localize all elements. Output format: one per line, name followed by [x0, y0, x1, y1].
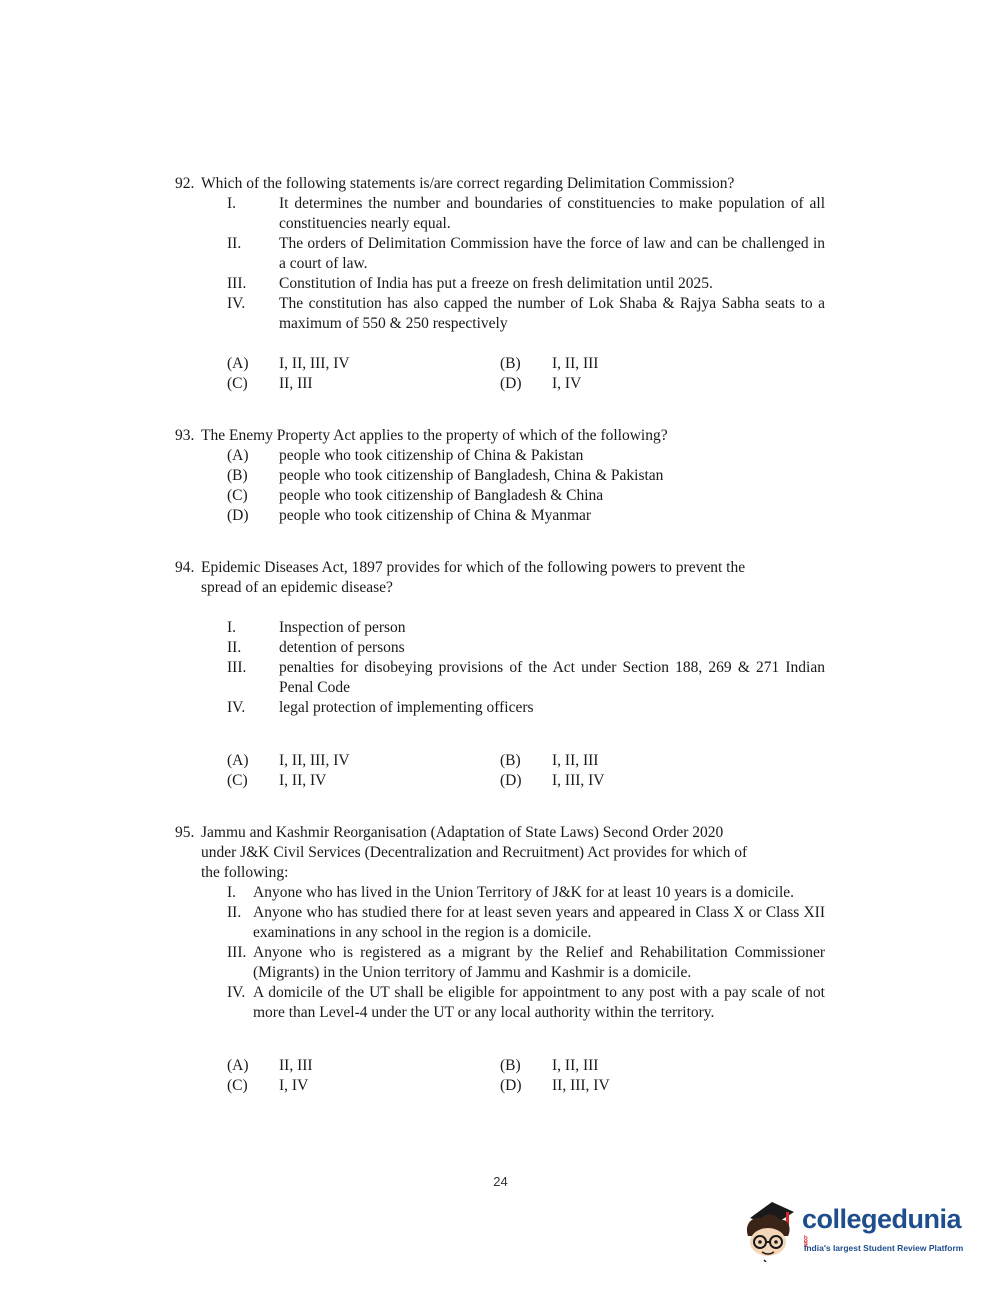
statement-label: III.	[227, 275, 247, 292]
statement-text: The orders of Delimitation Commission have the force of law and can be challenged in a court of law.	[279, 235, 825, 272]
question-line: Which of the following statements is/are correct regarding Delimitation Commission?	[201, 175, 735, 192]
option-text: I, II, IV	[279, 772, 327, 789]
statement-label: II.	[227, 235, 242, 252]
answer-options	[175, 446, 825, 526]
statement-list	[175, 618, 825, 718]
page-number: 24	[493, 1174, 508, 1189]
logo-name-text: collegedunia	[802, 1204, 962, 1234]
option-d	[500, 374, 825, 394]
option-label: (B)	[227, 467, 248, 484]
question-line: Jammu and Kashmir Reorganisation (Adaptation of State Laws) Second Order 2020	[201, 824, 724, 841]
question-line: The Enemy Property Act applies to the property of which of the following?	[201, 427, 668, 444]
question-92	[175, 174, 825, 394]
statement	[175, 194, 825, 234]
option-text: I, II, III	[552, 355, 599, 372]
option-text: I, II, III, IV	[279, 752, 350, 769]
statement	[175, 883, 825, 903]
question-95-text	[175, 823, 825, 843]
option-a	[175, 1056, 500, 1076]
option-b	[500, 1056, 825, 1076]
statement	[175, 294, 825, 334]
option-text: II, III	[279, 375, 313, 392]
answer-options	[175, 1056, 825, 1096]
question-line: under J&K Civil Services (Decentralization and Recruitment) Act provides for which of	[201, 844, 748, 861]
option-b	[500, 751, 825, 771]
option-b	[175, 466, 825, 486]
option-b	[500, 354, 825, 374]
option-text: I, III, IV	[552, 772, 605, 789]
option-text: I, IV	[279, 1077, 309, 1094]
statement-text: Anyone who has lived in the Union Territory of J&K for at least 10 years is a domicile.	[253, 884, 795, 901]
option-a	[175, 751, 500, 771]
logo-wordmark	[802, 1204, 967, 1266]
option-label: (B)	[500, 355, 521, 372]
option-text: I, II, III	[552, 1057, 599, 1074]
option-text: people who took citizenship of Bangladesh & China	[279, 487, 604, 504]
statement-label: IV.	[227, 295, 246, 312]
option-c	[175, 771, 500, 791]
statement-text: Inspection of person	[279, 619, 406, 636]
statement-list	[175, 194, 825, 334]
option-text: I, II, III, IV	[279, 355, 350, 372]
question-line: spread of an epidemic disease?	[201, 579, 393, 596]
option-text: I, II, III	[552, 752, 599, 769]
question-93-text	[175, 426, 825, 446]
statement-text: It determines the number and boundaries of constituencies to make population of all constituencies nearly equal.	[279, 195, 825, 232]
question-93	[175, 426, 825, 526]
statement-label: I.	[227, 884, 237, 901]
question-95	[175, 823, 825, 1096]
option-label: (A)	[227, 447, 249, 464]
option-label: (C)	[227, 1077, 248, 1094]
statement-text: penalties for disobeying provisions of the Act under Section 188, 269 & 271 Indian Penal Code	[279, 659, 825, 696]
option-c	[175, 486, 825, 506]
statement-text: Anyone who has studied there for at least seven years and appeared in Class X or Class XII examinations in any school in the region is a domicile.	[253, 904, 825, 941]
option-label: (C)	[227, 772, 248, 789]
option-label: (D)	[500, 772, 522, 789]
statement-label: IV.	[227, 699, 246, 716]
question-number: 93.	[175, 427, 195, 444]
statement	[175, 658, 825, 698]
option-label: (A)	[227, 1057, 249, 1074]
option-text: II, III, IV	[552, 1077, 610, 1094]
statement-text: Constitution of India has put a freeze on fresh delimitation until 2025.	[279, 275, 713, 292]
statement-label: IV.	[227, 984, 246, 1001]
statement	[175, 618, 825, 638]
statement-text: detention of persons	[279, 639, 405, 656]
question-94	[175, 558, 825, 791]
statement-label: III.	[227, 659, 247, 676]
option-label: (D)	[227, 507, 249, 524]
option-label: (C)	[227, 375, 248, 392]
option-d	[175, 506, 825, 526]
option-c	[175, 374, 500, 394]
statement-label: II.	[227, 904, 242, 921]
option-a	[175, 446, 825, 466]
option-label: (A)	[227, 355, 249, 372]
question-94-text	[175, 558, 825, 578]
statement-label: III.	[227, 944, 247, 961]
answer-options	[175, 751, 825, 791]
graduate-mascot-icon	[742, 1196, 802, 1262]
statement-label: I.	[227, 619, 237, 636]
logo-tagline: India's largest Student Review Platform	[804, 1243, 964, 1253]
option-label: (B)	[500, 752, 521, 769]
option-c	[175, 1076, 500, 1096]
option-label: (A)	[227, 752, 249, 769]
question-number: 95.	[175, 824, 195, 841]
collegedunia-logo[interactable]	[742, 1196, 967, 1266]
option-label: (D)	[500, 1077, 522, 1094]
statement-text: The constitution has also capped the number of Lok Shaba & Rajya Sabha seats to a maximum of 550 & 250 respectively	[279, 295, 825, 332]
answer-options	[175, 354, 825, 394]
option-text: people who took citizenship of China & Pakistan	[279, 447, 584, 464]
option-text: II, III	[279, 1057, 313, 1074]
option-label: (D)	[500, 375, 522, 392]
option-a	[175, 354, 500, 374]
logo-suffix: .com	[802, 1235, 808, 1248]
statement-label: I.	[227, 195, 237, 212]
statement	[175, 943, 825, 983]
statement	[175, 983, 825, 1023]
statement	[175, 698, 825, 718]
option-label: (B)	[500, 1057, 521, 1074]
option-text: I, IV	[552, 375, 582, 392]
option-text: people who took citizenship of Bangladesh, China & Pakistan	[279, 467, 664, 484]
question-92-text	[175, 174, 825, 194]
statement	[175, 903, 825, 943]
statement-label: II.	[227, 639, 242, 656]
option-label: (C)	[227, 487, 248, 504]
question-number: 94.	[175, 559, 195, 576]
statement-text: legal protection of implementing officers	[279, 699, 534, 716]
statement-text: A domicile of the UT shall be eligible for appointment to any post with a pay scale of not more than Level-4 under the UT or any local authority within the territory.	[253, 984, 825, 1021]
statement-text: Anyone who is registered as a migrant by the Relief and Rehabilitation Commissioner (Migrants) in the Union territory of Jammu and Kashmir is a domicile.	[253, 944, 825, 981]
statement	[175, 638, 825, 658]
question-number: 92.	[175, 175, 195, 192]
option-text: people who took citizenship of China & Myanmar	[279, 507, 592, 524]
question-line: Epidemic Diseases Act, 1897 provides for which of the following powers to prevent the	[201, 559, 746, 576]
statement-list	[175, 883, 825, 1023]
option-d	[500, 1076, 825, 1096]
statement	[175, 274, 825, 294]
option-d	[500, 771, 825, 791]
question-line: the following:	[201, 864, 289, 881]
statement	[175, 234, 825, 274]
